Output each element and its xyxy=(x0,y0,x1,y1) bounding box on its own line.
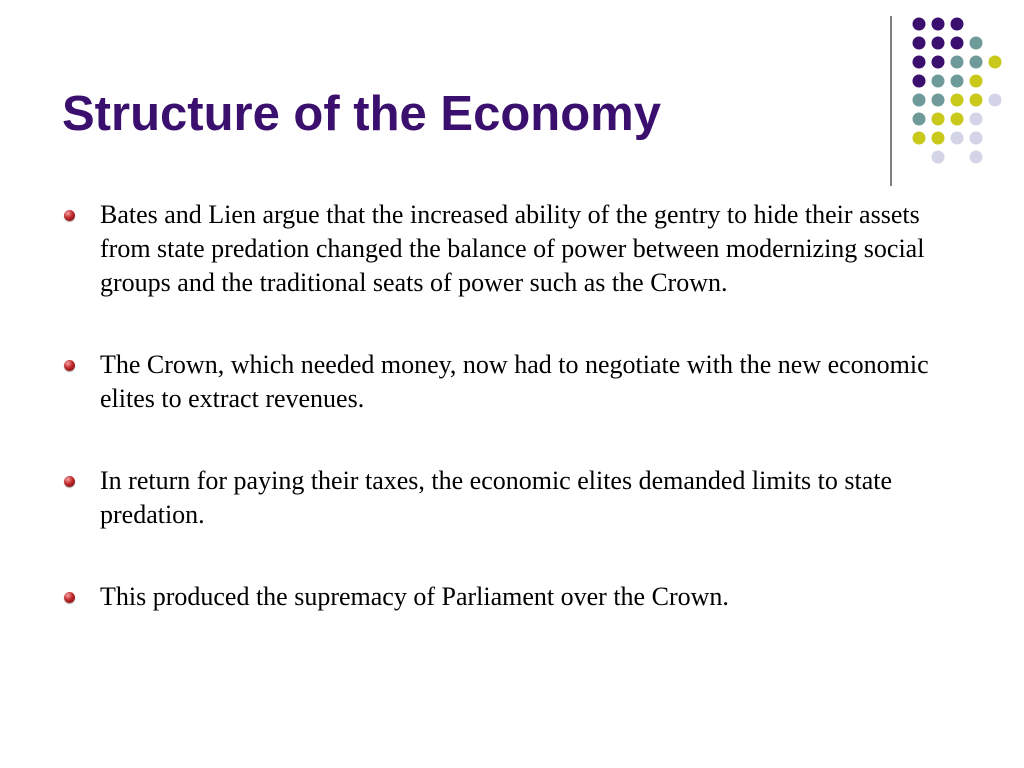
decorative-dot xyxy=(951,37,964,50)
decorative-dot xyxy=(932,37,945,50)
decorative-dot xyxy=(932,18,945,31)
decorative-dot xyxy=(970,37,983,50)
sphere-bullet-icon xyxy=(64,476,75,487)
bullet-item xyxy=(62,464,972,532)
decorative-dot xyxy=(970,94,983,107)
decorative-dot xyxy=(989,56,1002,69)
decorative-dot xyxy=(932,56,945,69)
sphere-bullet-icon xyxy=(64,210,75,221)
bullet-list xyxy=(62,198,972,662)
decorative-dot xyxy=(932,75,945,88)
decorative-dot xyxy=(913,18,926,31)
bullet-item xyxy=(62,580,972,614)
decorative-dot xyxy=(951,75,964,88)
decorative-dot xyxy=(970,56,983,69)
decorative-dot xyxy=(913,37,926,50)
slide-title: Structure of the Economy xyxy=(62,87,661,141)
decorative-dot xyxy=(951,132,964,145)
sphere-bullet-icon xyxy=(64,360,75,371)
bullet-item xyxy=(62,198,972,300)
decorative-dot xyxy=(989,94,1002,107)
sphere-bullet-icon xyxy=(64,592,75,603)
decorative-dot xyxy=(932,132,945,145)
decorative-dot xyxy=(951,94,964,107)
decorative-dot xyxy=(951,56,964,69)
bullet-text: In return for paying their taxes, the economic elites demanded limits to state predation. xyxy=(100,466,893,529)
decorative-dot xyxy=(970,113,983,126)
decorative-dot xyxy=(932,94,945,107)
bullet-item xyxy=(62,348,972,416)
decorative-dot xyxy=(932,151,945,164)
vertical-divider xyxy=(890,16,892,186)
bullet-text: The Crown, which needed money, now had to negotiate with the new economic elites to extract revenues. xyxy=(100,350,929,413)
decorative-dot xyxy=(970,75,983,88)
decorative-dot xyxy=(913,113,926,126)
decorative-dot xyxy=(913,94,926,107)
decorative-dot xyxy=(932,113,945,126)
bullet-text: Bates and Lien argue that the increased ability of the gentry to hide their assets from state predation changed the balance of power between modernizing social groups and the traditional seats of power such as the Crown. xyxy=(100,200,925,297)
decorative-dot xyxy=(913,132,926,145)
decorative-dot xyxy=(951,113,964,126)
decorative-dot xyxy=(913,56,926,69)
decorative-dot xyxy=(913,75,926,88)
decorative-dot xyxy=(970,151,983,164)
decorative-dot xyxy=(951,18,964,31)
bullet-text: This produced the supremacy of Parliament over the Crown. xyxy=(100,582,729,611)
decorative-dot xyxy=(970,132,983,145)
